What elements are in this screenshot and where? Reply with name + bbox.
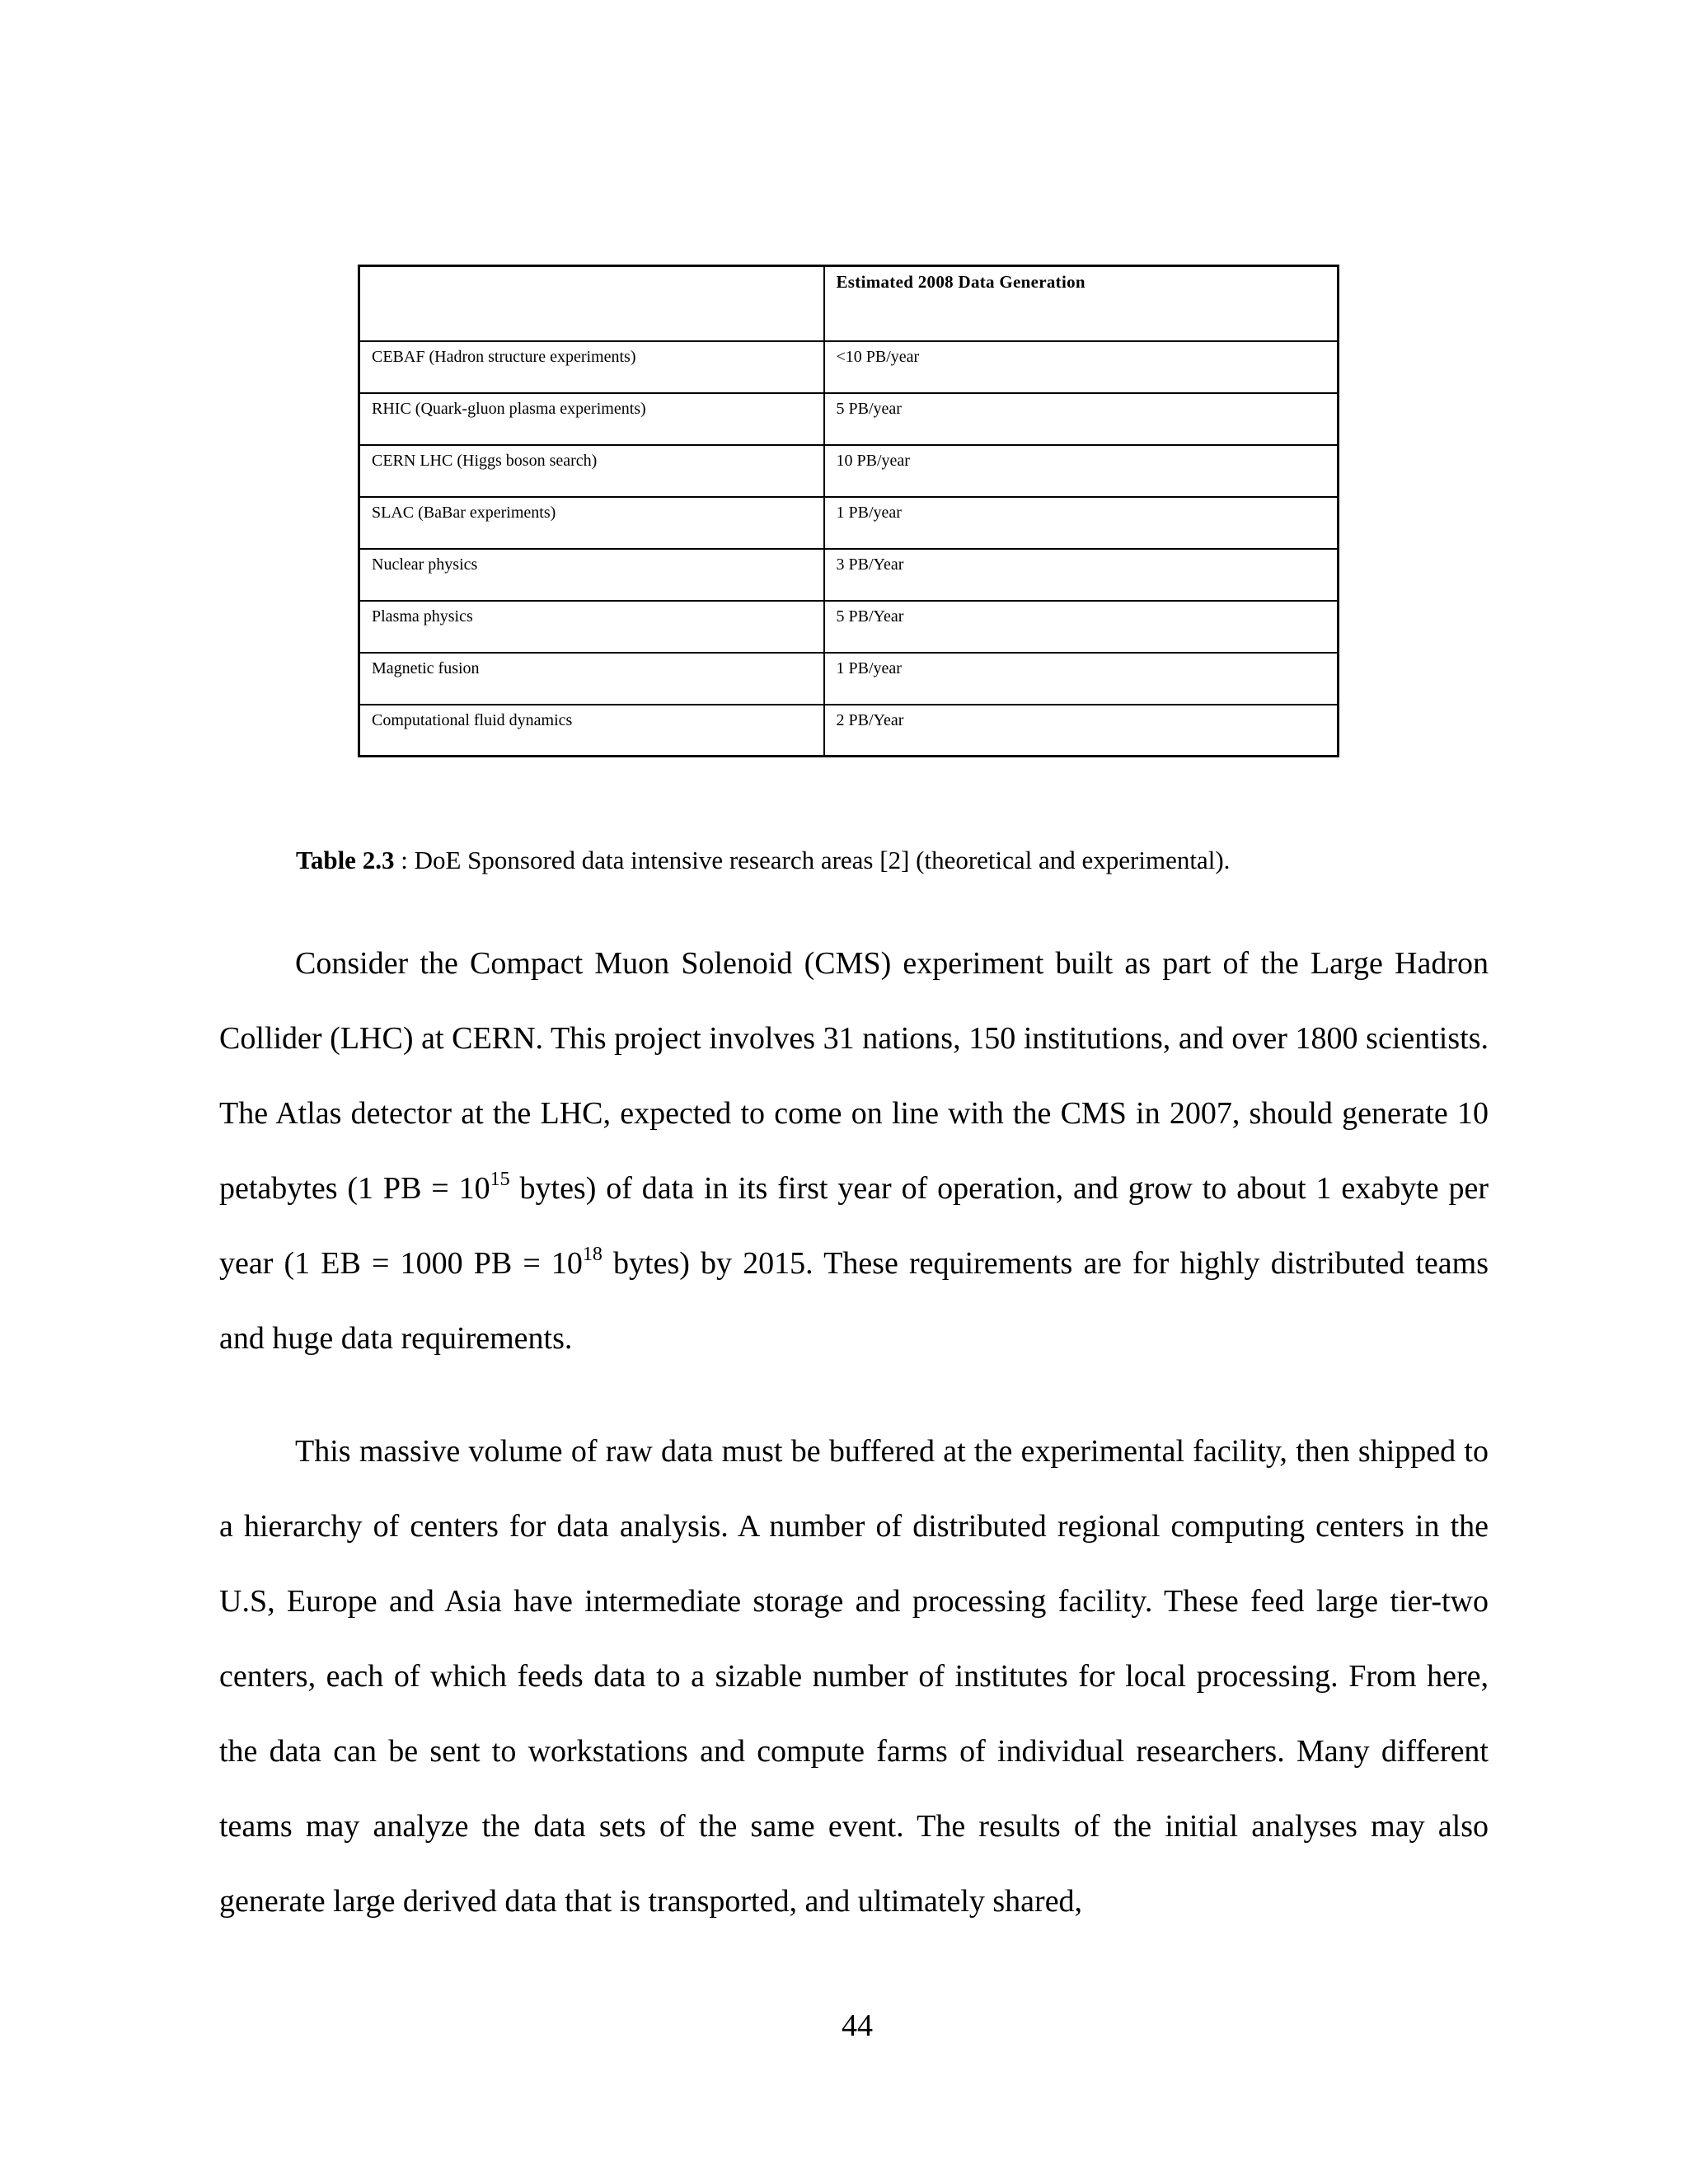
table-row [359, 549, 1339, 601]
table-row [359, 341, 1339, 393]
superscript-exponent: 18 [582, 1244, 603, 1265]
table-row [359, 497, 1339, 549]
table-caption [296, 846, 1230, 875]
research-area-cell: SLAC (BaBar experiments) [359, 497, 824, 549]
data-volume-cell: <10 PB/year [824, 341, 1339, 393]
paragraph-text: This massive volume of raw data must be buffered at the experimental facility, then shipped to a hierarchy of centers for data analysis. A number of distributed regional computing centers in the U.S, Europe and Asia have intermediate storage and processing facility. These feed large tier-two centers, each of which feeds data to a sizable number of institutes for local processing. From here, the data can be sent to workstations and compute farms of individual researchers. Many different teams may analyze the data sets of the same event. The results of the initial analyses may also generate large derived data that is transported, and ultimately shared, [219, 1434, 1489, 1919]
research-area-cell: Magnetic fusion [359, 653, 824, 705]
research-area-cell: Plasma physics [359, 601, 824, 653]
table-header-empty [359, 266, 824, 341]
data-volume-cell: 10 PB/year [824, 445, 1339, 497]
data-generation-table [358, 265, 1339, 757]
research-area-cell: CERN LHC (Higgs boson search) [359, 445, 824, 497]
table-row [359, 653, 1339, 705]
caption-text: : DoE Sponsored data intensive research areas [2] (theoretical and experimental). [394, 846, 1231, 874]
superscript-exponent: 15 [490, 1169, 510, 1190]
data-volume-cell: 5 PB/year [824, 393, 1339, 445]
research-area-cell: CEBAF (Hadron structure experiments) [359, 341, 824, 393]
table-row [359, 393, 1339, 445]
data-volume-cell: 1 PB/year [824, 497, 1339, 549]
table-header-estimate: Estimated 2008 Data Generation [824, 266, 1339, 341]
data-volume-cell: 5 PB/Year [824, 601, 1339, 653]
data-volume-cell: 2 PB/Year [824, 705, 1339, 757]
caption-label: Table 2.3 [296, 846, 395, 874]
table-row [359, 445, 1339, 497]
research-area-cell: RHIC (Quark-gluon plasma experiments) [359, 393, 824, 445]
research-area-cell: Nuclear physics [359, 549, 824, 601]
research-area-cell: Computational fluid dynamics [359, 705, 824, 757]
paragraph-text: bytes) of data in its first year of operation, and grow to about 1 exabyte per year (1 EB = 1000 PB = 10 [219, 1171, 1489, 1281]
page-number: 44 [842, 2008, 873, 2043]
data-volume-cell: 1 PB/year [824, 653, 1339, 705]
table-row [359, 705, 1339, 757]
table-row [359, 601, 1339, 653]
paragraph-cms-experiment [219, 926, 1489, 1376]
paragraph-text: bytes) by 2015. These requirements are for highly distributed teams and huge data requirements. [219, 1246, 1489, 1356]
paragraph-data-hierarchy [219, 1414, 1489, 1939]
data-volume-cell: 3 PB/Year [824, 549, 1339, 601]
paragraph-text: Consider the Compact Muon Solenoid (CMS) experiment built as part of the Large Hadron Collider (LHC) at CERN. This project involves 31 nations, 150 institutions, and over 1800 scientists. The Atlas detector at the LHC, expected to come on line with the CMS in 2007, should generate 10 petabytes (1 PB = 10 [219, 946, 1489, 1206]
table-header-row [359, 266, 1339, 341]
